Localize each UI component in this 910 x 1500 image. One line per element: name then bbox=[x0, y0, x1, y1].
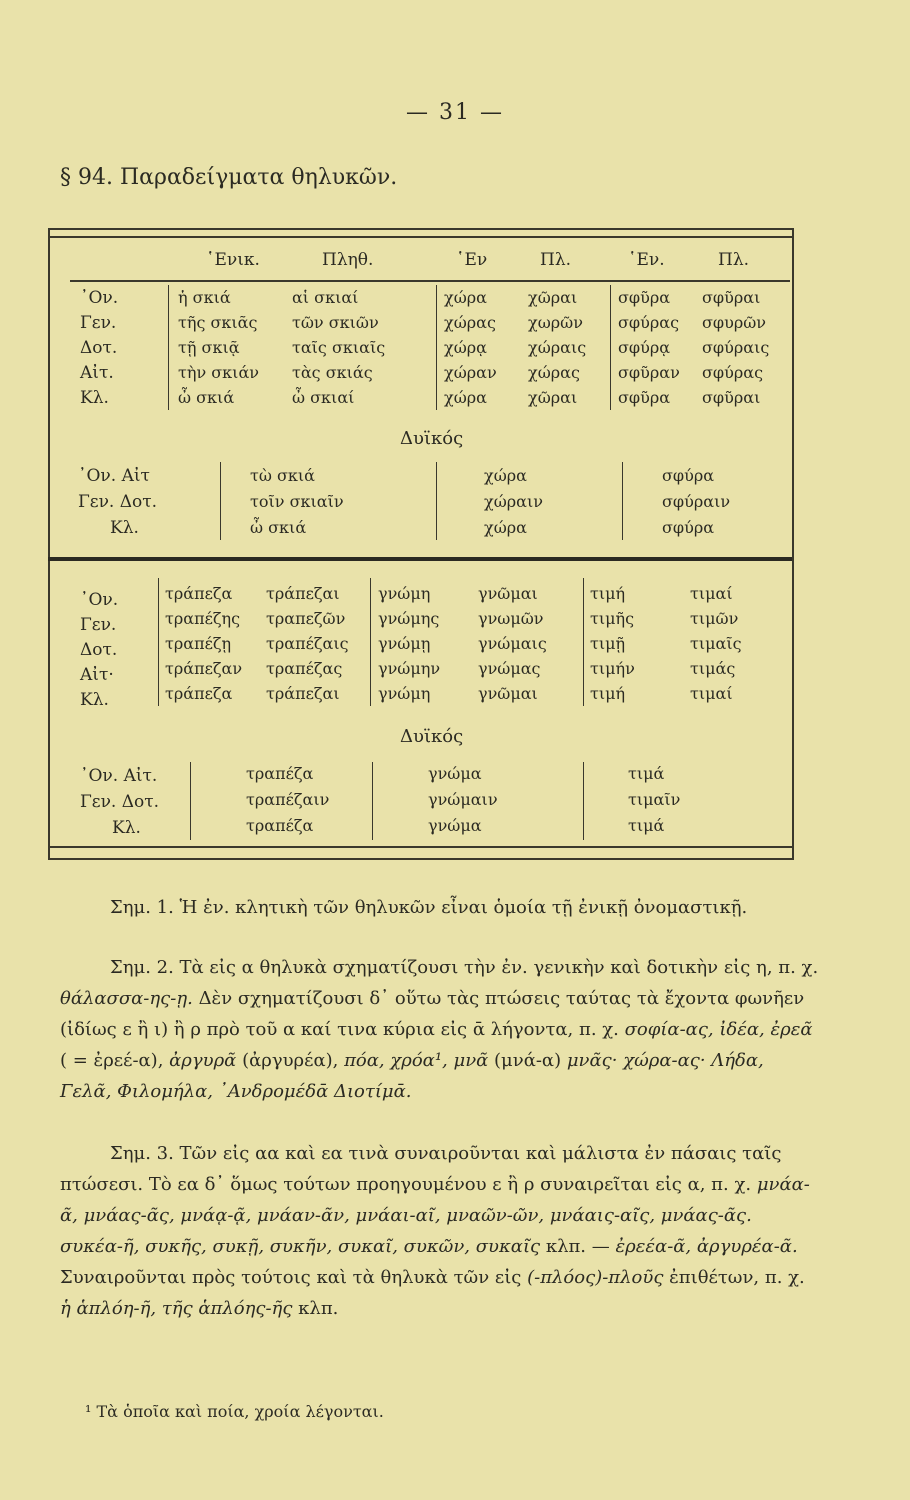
t1-case-label: Αἰτ. bbox=[80, 363, 114, 383]
t2-vline-3 bbox=[583, 578, 584, 706]
t1-cell: ὦ σκιαί bbox=[292, 388, 355, 407]
note-2-gloss-b: (ἀργυρέα), bbox=[242, 1050, 339, 1071]
note-2 bbox=[60, 952, 820, 1107]
t1-cell: σφύρᾳ bbox=[618, 338, 671, 357]
t1-header: Πληθ. bbox=[322, 250, 374, 270]
t1-dual-cell: σφύραιν bbox=[662, 492, 731, 511]
t1-cell: σφύρας bbox=[618, 313, 680, 332]
t2-cell: τραπεζῶν bbox=[266, 609, 346, 628]
t2-cell: γνώμῃ bbox=[378, 634, 431, 653]
t2-dual-vline-3 bbox=[583, 762, 584, 840]
t1-dual-cell: χώραιν bbox=[484, 492, 543, 511]
note-3-examples-d: ἡ ἁπλόη-ῆ, τῆς ἁπλόης-ῆς bbox=[60, 1298, 293, 1319]
t1-dual-case: Γεν. Δοτ. bbox=[78, 492, 158, 512]
note-2-examples-c: πόα, χρόα¹, μνᾶ bbox=[344, 1050, 489, 1071]
t2-cell: τράπεζα bbox=[165, 684, 233, 703]
t2-cell: τιμῆς bbox=[590, 609, 635, 628]
t1-cell: χῶραι bbox=[528, 388, 578, 407]
t2-dual-cell: γνώμαιν bbox=[428, 790, 498, 809]
t1-case-label: ᾿Ον. bbox=[80, 288, 119, 308]
t1-cell: σφύραις bbox=[702, 338, 770, 357]
t1-dual-title: Δυϊκός bbox=[400, 428, 464, 449]
t2-cell: τραπέζαις bbox=[266, 634, 349, 653]
t1-cell: σφῦραι bbox=[702, 288, 761, 307]
note-2-examples-e: χώρα-ας· Λήδα, Γελᾶ, Φιλομήλα, ᾿Ανδρομέδᾱ Διοτίμᾱ. bbox=[60, 1050, 764, 1102]
t2-dual-cell: τραπέζα bbox=[246, 816, 314, 835]
t2-cell: τιμή bbox=[590, 684, 626, 703]
t1-vline-1 bbox=[168, 285, 169, 410]
footnote: ¹ Τὰ ὁποῖα καὶ ποία, χροία λέγονται. bbox=[85, 1402, 384, 1421]
declension-table bbox=[48, 228, 794, 860]
t2-cell: τιμῶν bbox=[690, 609, 739, 628]
t1-cell: χῶραι bbox=[528, 288, 578, 307]
t1-cell: σφῦραν bbox=[618, 363, 680, 382]
t2-cell: τιμή bbox=[590, 584, 626, 603]
t1-dual-cell: χώρα bbox=[484, 518, 527, 537]
t1-cell: χώραν bbox=[444, 363, 497, 382]
t1-vline-3 bbox=[610, 285, 611, 410]
t2-dual-cell: γνώμα bbox=[428, 764, 482, 783]
note-3-etc-b: κλπ. bbox=[298, 1298, 339, 1319]
t1-cell: χώρας bbox=[444, 313, 496, 332]
t1-cell: τῶν σκιῶν bbox=[292, 313, 379, 332]
note-2-gloss-c: (μνά-α) bbox=[494, 1050, 562, 1071]
t2-cell: τιμαῖς bbox=[690, 634, 742, 653]
t2-cell: τραπέζας bbox=[266, 659, 343, 678]
t1-cell: τῆς σκιᾶς bbox=[178, 313, 258, 332]
t2-cell: γνώμης bbox=[378, 609, 440, 628]
t1-cell: χώραις bbox=[528, 338, 587, 357]
t1-cell: σφῦρα bbox=[618, 388, 671, 407]
t1-vline-2 bbox=[436, 285, 437, 410]
t2-vline-1 bbox=[158, 578, 159, 706]
t1-dual-cell: τοῖν σκιαῖν bbox=[250, 492, 344, 511]
table-header-rule bbox=[70, 280, 790, 282]
note-2-example: θάλασσα-ης-ῃ. bbox=[60, 988, 193, 1009]
table-bottom-rule bbox=[48, 846, 792, 848]
note-2-intro: Σημ. 2. Τὰ εἰς α θηλυκὰ σχηματίζουσι τὴν ἐν. γενικὴν καὶ δοτικὴν εἰς η, π. χ. bbox=[110, 957, 819, 978]
t2-dual-vline-1 bbox=[190, 762, 191, 840]
t2-case-label: Αἰτ· bbox=[80, 665, 114, 685]
note-2-examples-a: σοφία-ας, ἰδέα, ἐρεᾶ bbox=[624, 1019, 813, 1040]
t1-cell: ὦ σκιά bbox=[178, 388, 235, 407]
t1-dual-cell: χώρα bbox=[484, 466, 527, 485]
t1-dual-case: ᾿Ον. Αἰτ bbox=[78, 466, 150, 486]
t1-cell: τῇ σκιᾷ bbox=[178, 338, 240, 357]
note-3-examples-c: (-πλόος)-πλοῦς bbox=[527, 1267, 664, 1288]
t1-cell: ταῖς σκιαῖς bbox=[292, 338, 386, 357]
t2-cell: τιμάς bbox=[690, 659, 736, 678]
note-3-rule: Συναιροῦνται πρὸς τούτοις καὶ τὰ θηλυκὰ τῶν εἰς bbox=[60, 1267, 522, 1288]
note-2-rule: Δὲν σχηματίζουσι δ᾿ οὕτω τὰς πτώσεις ταύτας τὰ ἔχοντα φωνῆεν (ἰδίως ε ἢ ι) ἢ ρ πρὸ τοῦ α καί τινα κύρια εἰς ᾱ λήγοντα, π. χ. bbox=[60, 988, 805, 1040]
t1-cell: αἱ σκιαί bbox=[292, 288, 359, 307]
t1-cell: σφῦρα bbox=[618, 288, 671, 307]
t1-cell: ἡ σκιά bbox=[178, 288, 231, 307]
t2-case-label: Γεν. bbox=[80, 615, 117, 635]
t2-cell: γνώμη bbox=[378, 584, 431, 603]
t2-dual-cell: γνώμα bbox=[428, 816, 482, 835]
note-3 bbox=[60, 1138, 820, 1324]
note-1 bbox=[60, 892, 820, 923]
t2-cell: τιμήν bbox=[590, 659, 635, 678]
t1-dual-case: Κλ. bbox=[110, 518, 139, 538]
t1-cell: σφῦραι bbox=[702, 388, 761, 407]
t2-cell: τραπέζῃ bbox=[165, 634, 232, 653]
note-3-etc-a: κλπ. — bbox=[545, 1236, 610, 1257]
t1-dual-vline-3 bbox=[622, 462, 623, 540]
t1-dual-cell: ὦ σκιά bbox=[250, 518, 307, 537]
t2-cell: τράπεζαι bbox=[266, 584, 340, 603]
t2-cell: γνώμην bbox=[378, 659, 441, 678]
t2-cell: τιμαί bbox=[690, 684, 733, 703]
t1-cell: χώρα bbox=[444, 288, 487, 307]
t2-cell: τράπεζαν bbox=[165, 659, 243, 678]
section-title: § 94. Παραδείγματα θηλυκῶν. bbox=[60, 165, 398, 190]
t1-header: Πλ. bbox=[718, 250, 750, 270]
note-2-gloss-a: ( = ἐρεέ-α), bbox=[60, 1050, 164, 1071]
t2-cell: τιμαί bbox=[690, 584, 733, 603]
t1-dual-cell: σφύρα bbox=[662, 518, 715, 537]
t1-cell: τὴν σκιάν bbox=[178, 363, 259, 382]
t2-vline-2 bbox=[370, 578, 371, 706]
t1-header: ῾Εν. bbox=[628, 250, 665, 270]
t1-case-label: Δοτ. bbox=[80, 338, 118, 358]
t2-dual-cell: τραπέζα bbox=[246, 764, 314, 783]
note-2-examples-b: ἀργυρᾶ bbox=[169, 1050, 237, 1071]
t2-dual-title: Δυϊκός bbox=[400, 726, 464, 747]
t1-cell: χώρᾳ bbox=[444, 338, 487, 357]
t2-cell: γνώμας bbox=[478, 659, 541, 678]
t1-case-label: Κλ. bbox=[80, 388, 109, 408]
note-3-rule-b: ἐπιθέτων, π. χ. bbox=[669, 1267, 805, 1288]
t2-case-label: Δοτ. bbox=[80, 640, 118, 660]
t2-cell: γνώμαις bbox=[478, 634, 547, 653]
table-middle-rule bbox=[48, 557, 792, 561]
note-3-examples-a: μνάα-ᾶ, μνάας-ᾶς, μνάᾳ-ᾷ, μνάαν-ᾶν, μνάαι-αῖ, μναῶν-ῶν, μνάαις-αῖς, μνάας-ᾶς. συκέα-ῆ, συκῆς, συκῇ, συκῆν, συκαῖ, συκῶν, συκαῖς bbox=[60, 1174, 810, 1257]
t1-cell: τὰς σκιάς bbox=[292, 363, 373, 382]
t2-dual-cell: τραπέζαιν bbox=[246, 790, 330, 809]
t1-cell: σφυρῶν bbox=[702, 313, 767, 332]
t2-dual-cell: τιμά bbox=[628, 764, 665, 783]
note-3-intro: Σημ. 3. Τῶν εἰς αα καὶ εα τινὰ συναιροῦνται καὶ μάλιστα ἐν πάσαις ταῖς πτώσεσι. Τὸ εα δ᾿ ὅμως τούτων προηγουμένου ε ἢ ρ συναιρεῖται εἰς α, π. χ. bbox=[60, 1143, 782, 1195]
t2-dual-vline-2 bbox=[372, 762, 373, 840]
t1-cell: χώρας bbox=[528, 363, 580, 382]
t1-cell: σφύρας bbox=[702, 363, 764, 382]
note-1-text: Σημ. 1. Ἡ ἐν. κλητικὴ τῶν θηλυκῶν εἶναι ὁμοία τῇ ἐνικῇ ὀνομαστικῇ. bbox=[110, 897, 748, 918]
note-3-examples-b: ἐρεέα-ᾶ, ἀργυρέα-ᾶ. bbox=[615, 1236, 798, 1257]
t2-cell: γνώμη bbox=[378, 684, 431, 703]
t2-cell: γνῶμαι bbox=[478, 684, 538, 703]
t2-cell: τραπέζης bbox=[165, 609, 241, 628]
t2-dual-case: Κλ. bbox=[112, 818, 141, 838]
t2-cell: γνωμῶν bbox=[478, 609, 544, 628]
t1-case-label: Γεν. bbox=[80, 313, 117, 333]
t2-case-label: Κλ. bbox=[80, 690, 109, 710]
page-number: — 31 — bbox=[406, 100, 504, 125]
t1-header: Πλ. bbox=[540, 250, 572, 270]
t1-dual-cell: σφύρα bbox=[662, 466, 715, 485]
t1-dual-vline-2 bbox=[436, 462, 437, 540]
t1-header: ῾Εν bbox=[456, 250, 488, 270]
t2-dual-case: ᾿Ον. Αἰτ. bbox=[80, 766, 158, 786]
t1-dual-cell: τὼ σκιά bbox=[250, 466, 315, 485]
t2-case-label: ᾿Ον. bbox=[80, 590, 119, 610]
t2-cell: τράπεζα bbox=[165, 584, 233, 603]
t1-cell: χώρα bbox=[444, 388, 487, 407]
t2-cell: γνῶμαι bbox=[478, 584, 538, 603]
table-top-rule bbox=[48, 236, 792, 238]
t2-dual-cell: τιμά bbox=[628, 816, 665, 835]
t2-cell: τράπεζαι bbox=[266, 684, 340, 703]
t2-dual-cell: τιμαῖν bbox=[628, 790, 681, 809]
t2-dual-case: Γεν. Δοτ. bbox=[80, 792, 160, 812]
t1-cell: χωρῶν bbox=[528, 313, 583, 332]
t2-cell: τιμῇ bbox=[590, 634, 626, 653]
t1-dual-vline-1 bbox=[220, 462, 221, 540]
t1-header: ῾Ενικ. bbox=[206, 250, 260, 270]
note-2-examples-d: μνᾶς· bbox=[566, 1050, 618, 1071]
